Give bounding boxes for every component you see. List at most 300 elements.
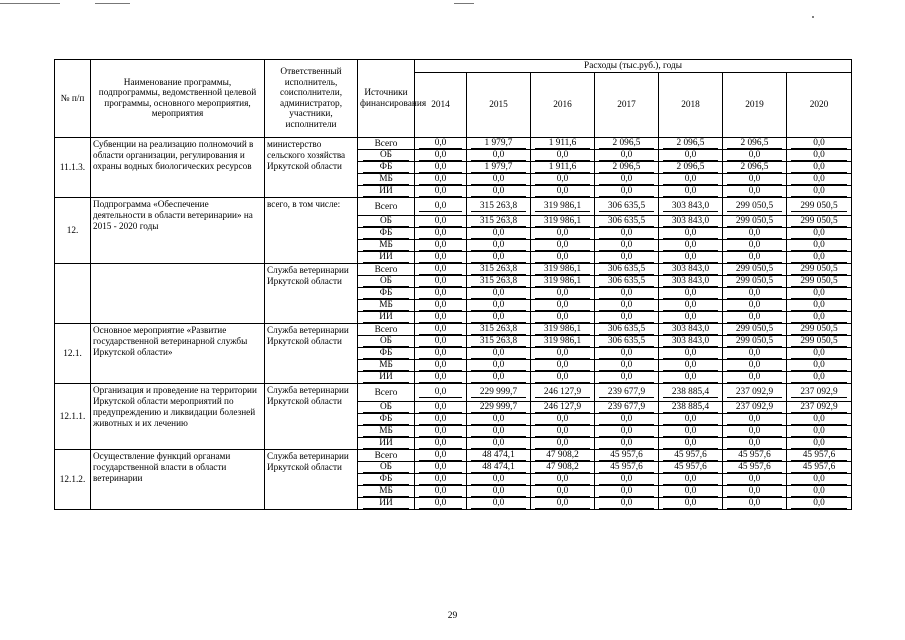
value-cell: [723, 348, 787, 360]
value-text: 0,0: [791, 426, 847, 437]
value-cell: [723, 186, 787, 198]
value-cell: [723, 402, 787, 414]
value-text: 0,0: [535, 228, 590, 239]
value-cell: [595, 252, 659, 264]
value-text: 0,0: [535, 174, 590, 185]
value-cell: [415, 402, 467, 414]
header-year: 2020: [787, 73, 852, 138]
source-label: ИИ: [363, 372, 409, 383]
value-text: 319 986,1: [535, 336, 590, 347]
value-text: 0,0: [791, 498, 847, 509]
value-text: 303 843,0: [663, 264, 718, 275]
value-text: 0,0: [419, 414, 462, 425]
value-text: 0,0: [599, 150, 654, 161]
value-text: 319 986,1: [535, 264, 590, 275]
value-cell: [467, 324, 531, 336]
value-cell: [467, 264, 531, 276]
row-name: Субвенции на реализацию полномочий в области организации, регулирования и охраны водных биологических ресурсов: [91, 138, 265, 198]
value-text: 299 050,5: [727, 336, 782, 347]
value-text: 306 635,5: [599, 216, 654, 227]
value-text: 0,0: [791, 372, 847, 383]
scan-artifact-dot: [812, 16, 814, 18]
value-cell: [415, 336, 467, 348]
source-label: ФБ: [363, 348, 409, 359]
value-cell: [659, 228, 723, 240]
value-text: 0,0: [663, 312, 718, 323]
value-text: 0,0: [471, 486, 526, 497]
value-cell: [415, 198, 467, 216]
value-cell: [659, 300, 723, 312]
value-cell: [659, 216, 723, 228]
value-text: 315 263,8: [471, 216, 526, 227]
value-cell: [787, 276, 852, 288]
value-cell: [595, 462, 659, 474]
value-text: 0,0: [791, 348, 847, 359]
value-text: 0,0: [663, 174, 718, 185]
value-cell: [531, 450, 595, 462]
value-text: 0,0: [791, 360, 847, 371]
row-responsible: Служба ветеринарии Иркутской области: [265, 450, 358, 510]
value-text: 315 263,8: [471, 201, 526, 212]
value-text: 0,0: [599, 312, 654, 323]
value-cell: [595, 186, 659, 198]
value-text: 0,0: [791, 474, 847, 485]
value-text: 0,0: [419, 462, 462, 473]
row-source: [358, 336, 415, 348]
value-text: 0,0: [599, 426, 654, 437]
value-text: 0,0: [599, 288, 654, 299]
row-source: [358, 300, 415, 312]
value-cell: [531, 240, 595, 252]
header-year: 2017: [595, 73, 659, 138]
value-text: 0,0: [663, 426, 718, 437]
header-spending: Расходы (тыс.руб.), годы: [415, 60, 852, 73]
value-text: 45 957,6: [727, 462, 782, 473]
value-cell: [723, 498, 787, 510]
source-label: МБ: [363, 360, 409, 371]
value-text: 315 263,8: [471, 276, 526, 287]
value-cell: [531, 288, 595, 300]
row-source: [358, 486, 415, 498]
value-cell: [467, 198, 531, 216]
value-text: 237 092,9: [727, 402, 782, 413]
value-text: 0,0: [419, 450, 462, 461]
value-cell: [595, 138, 659, 150]
value-text: 0,0: [599, 414, 654, 425]
value-text: 0,0: [535, 486, 590, 497]
value-cell: [723, 312, 787, 324]
value-text: 0,0: [471, 150, 526, 161]
value-cell: [787, 162, 852, 174]
value-text: 0,0: [419, 201, 462, 212]
value-text: 0,0: [791, 186, 847, 197]
value-text: 229 999,7: [471, 402, 526, 413]
value-cell: [659, 438, 723, 450]
value-cell: [659, 498, 723, 510]
value-text: 0,0: [663, 348, 718, 359]
value-text: 0,0: [535, 360, 590, 371]
value-cell: [415, 474, 467, 486]
value-text: 0,0: [419, 288, 462, 299]
value-cell: [787, 138, 852, 150]
value-cell: [723, 324, 787, 336]
value-cell: [723, 336, 787, 348]
value-cell: [415, 186, 467, 198]
value-cell: [659, 372, 723, 384]
value-cell: [467, 252, 531, 264]
value-cell: [659, 360, 723, 372]
value-text: 0,0: [599, 498, 654, 509]
row-source: [358, 324, 415, 336]
table-row: [55, 324, 852, 336]
source-label: ИИ: [363, 252, 409, 263]
value-text: 0,0: [791, 150, 847, 161]
value-cell: [595, 360, 659, 372]
row-responsible: Служба ветеринарии Иркутской области: [265, 324, 358, 384]
value-cell: [531, 150, 595, 162]
value-cell: [723, 240, 787, 252]
row-name: Подпрограмма «Обеспечение деятельности в области ветеринарии» на 2015 - 2020 годы: [91, 198, 265, 264]
value-cell: [659, 348, 723, 360]
value-text: 0,0: [471, 414, 526, 425]
value-cell: [787, 486, 852, 498]
value-cell: [787, 186, 852, 198]
value-cell: [787, 384, 852, 402]
value-cell: [659, 174, 723, 186]
value-cell: [659, 312, 723, 324]
value-cell: [723, 138, 787, 150]
value-cell: [659, 474, 723, 486]
value-text: 0,0: [727, 288, 782, 299]
value-cell: [595, 486, 659, 498]
value-cell: [659, 240, 723, 252]
value-text: 0,0: [791, 414, 847, 425]
value-cell: [787, 414, 852, 426]
source-label: ОБ: [363, 150, 409, 161]
value-text: 319 986,1: [535, 324, 590, 335]
value-cell: [531, 348, 595, 360]
value-text: 0,0: [727, 360, 782, 371]
value-cell: [787, 450, 852, 462]
value-cell: [723, 276, 787, 288]
value-text: 0,0: [663, 228, 718, 239]
value-cell: [415, 228, 467, 240]
value-text: 1 911,6: [535, 162, 590, 173]
value-cell: [723, 486, 787, 498]
value-text: 0,0: [663, 240, 718, 251]
value-cell: [723, 228, 787, 240]
value-cell: [723, 462, 787, 474]
value-cell: [415, 312, 467, 324]
value-text: 45 957,6: [599, 450, 654, 461]
value-cell: [531, 384, 595, 402]
row-source: [358, 162, 415, 174]
value-cell: [787, 498, 852, 510]
value-cell: [467, 288, 531, 300]
value-cell: [531, 438, 595, 450]
value-text: 303 843,0: [663, 336, 718, 347]
value-cell: [595, 216, 659, 228]
value-cell: [531, 228, 595, 240]
value-cell: [595, 348, 659, 360]
table-row: [55, 450, 852, 462]
value-text: 0,0: [419, 438, 462, 449]
source-label: ФБ: [363, 414, 409, 425]
value-text: 0,0: [471, 288, 526, 299]
table-row: [55, 198, 852, 216]
row-source: [358, 348, 415, 360]
value-cell: [531, 312, 595, 324]
value-text: 0,0: [471, 240, 526, 251]
value-text: 0,0: [471, 474, 526, 485]
value-cell: [415, 348, 467, 360]
value-text: 45 957,6: [663, 462, 718, 473]
value-cell: [595, 162, 659, 174]
value-text: 0,0: [599, 348, 654, 359]
value-text: 0,0: [535, 426, 590, 437]
value-cell: [531, 426, 595, 438]
value-text: 0,0: [599, 252, 654, 263]
value-cell: [659, 162, 723, 174]
value-text: 0,0: [419, 336, 462, 347]
value-cell: [415, 264, 467, 276]
scan-artifact-line: [0, 3, 60, 4]
value-text: 0,0: [663, 300, 718, 311]
value-text: 0,0: [663, 252, 718, 263]
value-text: 0,0: [535, 300, 590, 311]
value-cell: [787, 474, 852, 486]
value-text: 0,0: [419, 240, 462, 251]
source-label: ОБ: [363, 216, 409, 227]
value-cell: [415, 462, 467, 474]
value-text: 0,0: [599, 300, 654, 311]
table-row: [55, 138, 852, 150]
value-text: 306 635,5: [599, 264, 654, 275]
value-text: 48 474,1: [471, 450, 526, 461]
value-cell: [787, 288, 852, 300]
value-text: 1 979,7: [471, 138, 526, 149]
value-cell: [415, 450, 467, 462]
value-cell: [415, 240, 467, 252]
table-header: [55, 60, 852, 138]
row-source: [358, 288, 415, 300]
value-text: 1 911,6: [535, 138, 590, 149]
value-cell: [595, 198, 659, 216]
value-cell: [415, 252, 467, 264]
source-label: Всего: [374, 138, 398, 149]
source-label: ОБ: [363, 276, 409, 287]
value-text: 237 092,9: [727, 387, 782, 398]
value-text: 0,0: [471, 426, 526, 437]
value-text: 0,0: [727, 300, 782, 311]
source-label: ФБ: [363, 228, 409, 239]
value-text: 246 127,9: [535, 402, 590, 413]
value-text: 0,0: [471, 186, 526, 197]
value-text: 238 885,4: [663, 402, 718, 413]
value-cell: [467, 336, 531, 348]
value-text: 237 092,9: [791, 387, 847, 398]
scan-artifact-line: [95, 3, 130, 4]
value-text: 0,0: [791, 240, 847, 251]
value-text: 0,0: [535, 474, 590, 485]
value-text: 0,0: [727, 186, 782, 197]
value-text: 299 050,5: [791, 264, 847, 275]
value-text: 0,0: [727, 348, 782, 359]
value-cell: [659, 264, 723, 276]
row-source: [358, 462, 415, 474]
value-cell: [723, 150, 787, 162]
value-cell: [595, 264, 659, 276]
value-cell: [595, 288, 659, 300]
value-cell: [595, 474, 659, 486]
value-cell: [787, 312, 852, 324]
source-label: ОБ: [363, 462, 409, 473]
header-name: Наименование программы, подпрограммы, ведомственной целевой программы, основного мероприятия, мероприятия: [91, 60, 265, 138]
table-body: [55, 138, 852, 510]
value-cell: [787, 300, 852, 312]
value-cell: [531, 360, 595, 372]
value-cell: [723, 162, 787, 174]
row-source: [358, 360, 415, 372]
value-cell: [467, 450, 531, 462]
value-text: 246 127,9: [535, 387, 590, 398]
row-source: [358, 498, 415, 510]
value-cell: [467, 474, 531, 486]
value-cell: [595, 438, 659, 450]
value-text: 0,0: [471, 438, 526, 449]
row-source: [358, 228, 415, 240]
value-text: 0,0: [419, 348, 462, 359]
row-name: Осуществление функций органами государственной власти в области ветеринарии: [91, 450, 265, 510]
value-text: 45 957,6: [791, 450, 847, 461]
value-cell: [531, 186, 595, 198]
value-cell: [723, 474, 787, 486]
table-row: [55, 384, 852, 402]
value-cell: [595, 402, 659, 414]
value-cell: [787, 438, 852, 450]
value-text: 0,0: [535, 252, 590, 263]
value-text: 0,0: [599, 486, 654, 497]
value-cell: [787, 324, 852, 336]
value-text: 0,0: [791, 312, 847, 323]
value-cell: [415, 138, 467, 150]
value-text: 0,0: [419, 276, 462, 287]
value-cell: [723, 384, 787, 402]
value-text: 0,0: [727, 438, 782, 449]
value-cell: [787, 360, 852, 372]
value-text: 0,0: [471, 312, 526, 323]
value-text: 0,0: [663, 486, 718, 497]
value-cell: [467, 462, 531, 474]
value-text: 45 957,6: [727, 450, 782, 461]
value-text: 47 908,2: [535, 450, 590, 461]
value-text: 306 635,5: [599, 336, 654, 347]
source-label: ФБ: [363, 288, 409, 299]
value-text: 0,0: [471, 360, 526, 371]
value-text: 0,0: [535, 348, 590, 359]
row-source: [358, 138, 415, 150]
value-text: 0,0: [663, 474, 718, 485]
row-source: [358, 252, 415, 264]
value-cell: [723, 372, 787, 384]
value-text: 0,0: [791, 174, 847, 185]
value-text: 0,0: [419, 372, 462, 383]
value-cell: [659, 252, 723, 264]
value-text: 0,0: [419, 138, 462, 149]
value-cell: [787, 348, 852, 360]
value-cell: [723, 174, 787, 186]
value-text: 0,0: [599, 360, 654, 371]
value-cell: [723, 450, 787, 462]
source-label: ОБ: [363, 336, 409, 347]
value-cell: [415, 372, 467, 384]
value-cell: [531, 174, 595, 186]
value-cell: [467, 228, 531, 240]
value-text: 2 096,5: [727, 138, 782, 149]
row-code: 12.1.1.: [55, 384, 91, 450]
value-cell: [467, 138, 531, 150]
source-label: ИИ: [363, 186, 409, 197]
value-text: 303 843,0: [663, 276, 718, 287]
header-responsible: Ответственный исполнитель, соисполнители, администратор, участники, исполнители: [265, 60, 358, 138]
value-text: 45 957,6: [599, 462, 654, 473]
value-cell: [467, 276, 531, 288]
value-text: 239 677,9: [599, 387, 654, 398]
value-text: 0,0: [663, 372, 718, 383]
value-cell: [531, 414, 595, 426]
value-text: 0,0: [471, 174, 526, 185]
value-text: 0,0: [535, 240, 590, 251]
value-text: 0,0: [471, 300, 526, 311]
value-cell: [415, 438, 467, 450]
value-cell: [723, 360, 787, 372]
value-cell: [595, 372, 659, 384]
value-cell: [467, 438, 531, 450]
value-cell: [659, 402, 723, 414]
value-cell: [415, 324, 467, 336]
value-cell: [531, 474, 595, 486]
value-cell: [531, 252, 595, 264]
source-label: ИИ: [363, 312, 409, 323]
value-cell: [531, 498, 595, 510]
value-text: 315 263,8: [471, 264, 526, 275]
source-label: ФБ: [363, 474, 409, 485]
value-cell: [723, 288, 787, 300]
value-text: 0,0: [599, 438, 654, 449]
value-cell: [595, 228, 659, 240]
source-label: Всего: [374, 201, 398, 212]
value-cell: [531, 402, 595, 414]
value-cell: [531, 198, 595, 216]
row-source: [358, 216, 415, 228]
value-cell: [787, 264, 852, 276]
value-text: 306 635,5: [599, 276, 654, 287]
source-label: МБ: [363, 300, 409, 311]
row-code: 12.1.2.: [55, 450, 91, 510]
value-cell: [531, 336, 595, 348]
value-text: 306 635,5: [599, 324, 654, 335]
value-text: 0,0: [727, 486, 782, 497]
value-cell: [415, 150, 467, 162]
value-text: 306 635,5: [599, 201, 654, 212]
value-cell: [595, 240, 659, 252]
value-cell: [467, 312, 531, 324]
row-source: [358, 384, 415, 402]
value-text: 0,0: [791, 252, 847, 263]
value-cell: [659, 288, 723, 300]
value-cell: [531, 324, 595, 336]
header-year: 2018: [659, 73, 723, 138]
